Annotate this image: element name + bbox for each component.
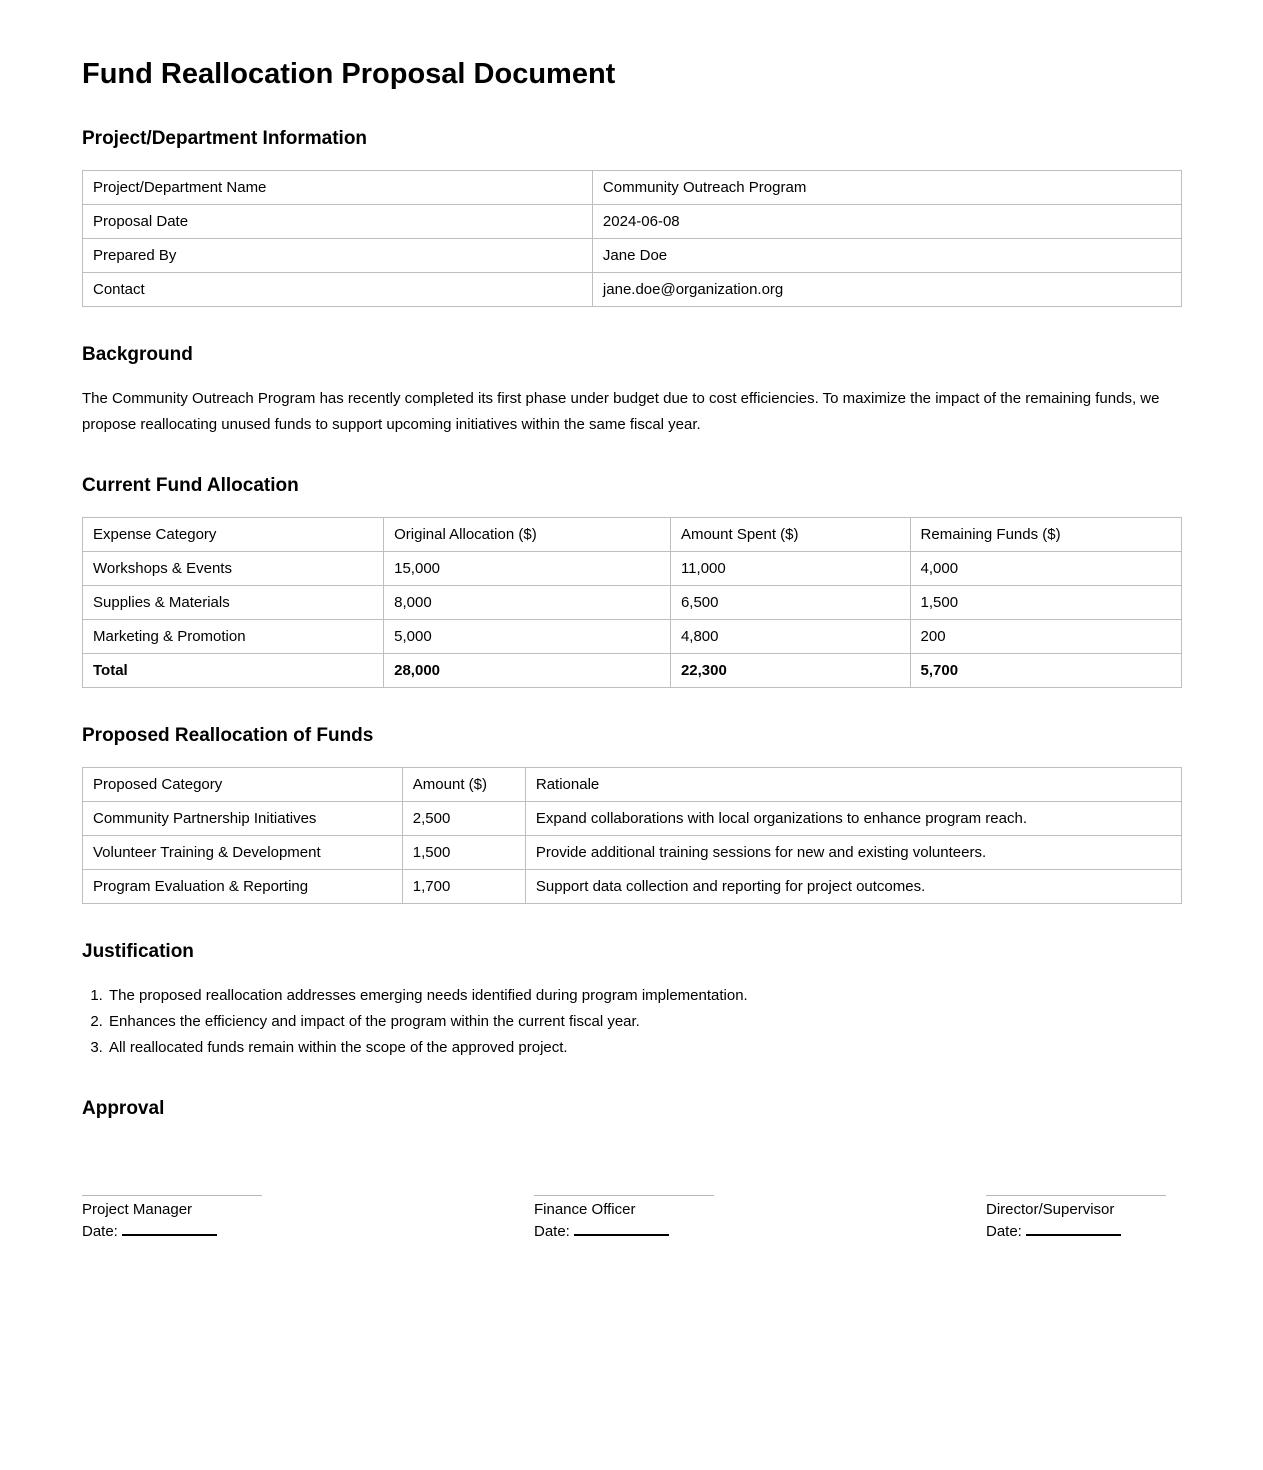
proposed-category: Community Partnership Initiatives <box>83 802 403 836</box>
total-amount-spent: 22,300 <box>670 654 910 688</box>
date-blank-line <box>1026 1223 1121 1236</box>
justification-item: 1. The proposed reallocation addresses emerging needs identified during program implementation. <box>107 983 1182 1009</box>
table-row <box>83 620 1182 654</box>
section-heading-current-allocation: Current Fund Allocation <box>82 475 299 496</box>
current-allocation-table <box>82 517 1182 688</box>
info-value: jane.doe@organization.org <box>592 273 1181 307</box>
column-header: Rationale <box>525 768 1181 802</box>
document-title: Fund Reallocation Proposal Document <box>82 58 616 90</box>
signature-block-director-supervisor <box>986 1195 1166 1243</box>
table-header-row <box>83 518 1182 552</box>
info-label: Project/Department Name <box>83 171 593 205</box>
info-value: 2024-06-08 <box>592 205 1181 239</box>
section-heading-justification: Justification <box>82 941 194 962</box>
table-row <box>83 171 1182 205</box>
proposed-amount: 1,500 <box>402 836 525 870</box>
remaining-funds: 200 <box>910 620 1181 654</box>
date-blank-line <box>574 1223 669 1236</box>
original-allocation: 15,000 <box>384 552 671 586</box>
signature-block-project-manager <box>82 1195 262 1243</box>
remaining-funds: 4,000 <box>910 552 1181 586</box>
signature-section <box>82 1195 1182 1243</box>
table-row <box>83 239 1182 273</box>
total-original-allocation: 28,000 <box>384 654 671 688</box>
column-header: Proposed Category <box>83 768 403 802</box>
section-heading-background: Background <box>82 344 193 365</box>
signature-line <box>82 1195 262 1196</box>
remaining-funds: 1,500 <box>910 586 1181 620</box>
proposed-category: Volunteer Training & Development <box>83 836 403 870</box>
table-row <box>83 205 1182 239</box>
table-header-row <box>83 768 1182 802</box>
rationale: Support data collection and reporting for project outcomes. <box>525 870 1181 904</box>
amount-spent: 6,500 <box>670 586 910 620</box>
section-heading-proposed-reallocation: Proposed Reallocation of Funds <box>82 725 374 746</box>
proposed-category: Program Evaluation & Reporting <box>83 870 403 904</box>
expense-category: Supplies & Materials <box>83 586 384 620</box>
info-label: Proposal Date <box>83 205 593 239</box>
proposed-reallocation-table <box>82 767 1182 904</box>
info-value: Jane Doe <box>592 239 1181 273</box>
table-row <box>83 870 1182 904</box>
section-heading-project-info: Project/Department Information <box>82 128 368 149</box>
table-row <box>83 586 1182 620</box>
original-allocation: 8,000 <box>384 586 671 620</box>
table-row <box>83 836 1182 870</box>
expense-category: Workshops & Events <box>83 552 384 586</box>
project-info-table <box>82 170 1182 307</box>
table-total-row <box>83 654 1182 688</box>
column-header: Amount ($) <box>402 768 525 802</box>
date-label: Date: <box>82 1223 118 1240</box>
column-header: Remaining Funds ($) <box>910 518 1181 552</box>
proposed-amount: 2,500 <box>402 802 525 836</box>
signature-line <box>534 1195 714 1196</box>
table-row <box>83 802 1182 836</box>
background-paragraph: The Community Outreach Program has recently completed its first phase under budget due to cost efficiencies. To maximize the impact of the remaining funds, we propose reallocating unused funds to support upcoming initiatives within the same fiscal year. <box>82 390 1160 433</box>
signature-block-finance-officer <box>534 1195 714 1243</box>
column-header: Expense Category <box>83 518 384 552</box>
total-remaining-funds: 5,700 <box>910 654 1181 688</box>
date-label: Date: <box>986 1223 1022 1240</box>
date-blank-line <box>122 1223 217 1236</box>
signatory-role: Project Manager <box>82 1201 193 1218</box>
signature-date-row <box>986 1221 1166 1243</box>
expense-category: Marketing & Promotion <box>83 620 384 654</box>
info-label: Prepared By <box>83 239 593 273</box>
justification-list <box>82 983 1182 1061</box>
table-row <box>83 552 1182 586</box>
rationale: Expand collaborations with local organizations to enhance program reach. <box>525 802 1181 836</box>
info-value: Community Outreach Program <box>592 171 1181 205</box>
proposed-amount: 1,700 <box>402 870 525 904</box>
rationale: Provide additional training sessions for new and existing volunteers. <box>525 836 1181 870</box>
amount-spent: 11,000 <box>670 552 910 586</box>
signature-line <box>986 1195 1166 1196</box>
info-label: Contact <box>83 273 593 307</box>
justification-item: 3. All reallocated funds remain within the scope of the approved project. <box>107 1035 1182 1061</box>
signatory-role: Finance Officer <box>534 1201 636 1218</box>
original-allocation: 5,000 <box>384 620 671 654</box>
date-label: Date: <box>534 1223 570 1240</box>
signatory-role: Director/Supervisor <box>986 1201 1115 1218</box>
total-label: Total <box>83 654 384 688</box>
column-header: Amount Spent ($) <box>670 518 910 552</box>
signature-date-row <box>534 1221 714 1243</box>
section-heading-approval: Approval <box>82 1098 165 1119</box>
justification-item: 2. Enhances the efficiency and impact of the program within the current fiscal year. <box>107 1009 1182 1035</box>
amount-spent: 4,800 <box>670 620 910 654</box>
signature-date-row <box>82 1221 262 1243</box>
table-row <box>83 273 1182 307</box>
column-header: Original Allocation ($) <box>384 518 671 552</box>
